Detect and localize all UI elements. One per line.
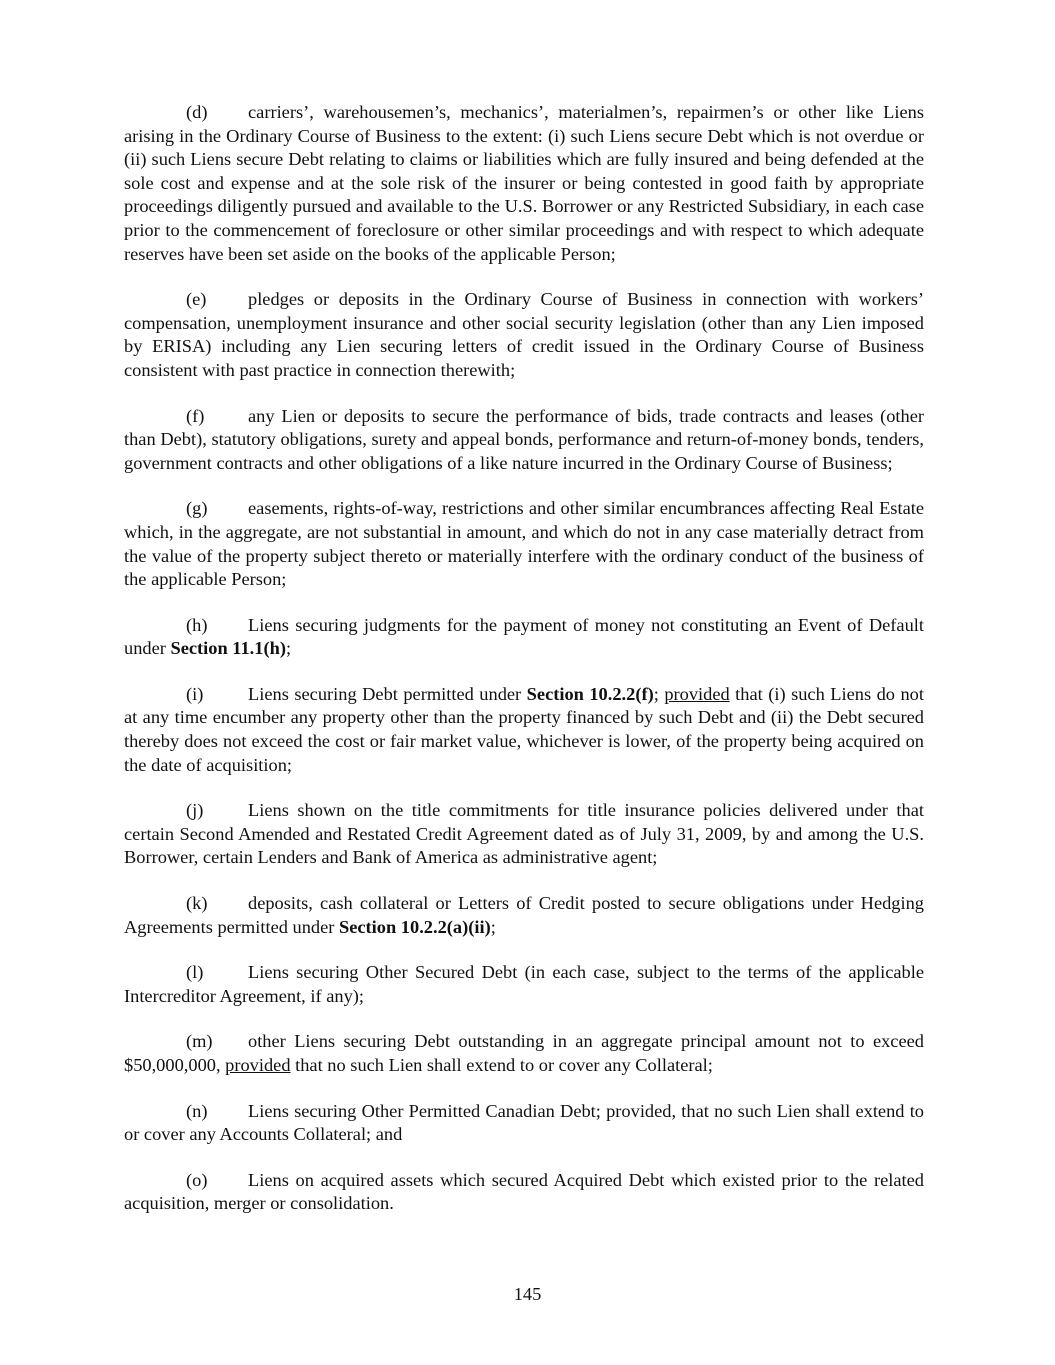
clause-label: (e)	[186, 289, 207, 310]
clause-text: ;	[490, 916, 496, 937]
clause-label: (n)	[186, 1100, 208, 1121]
clause-text: that (i) such Liens do not at any time encumber any property other than the property financed by such Debt and (ii) the Debt secured thereby does not exceed the cost or fair market value, whichever is lower, of the property being acquired on the date of acquisition;	[124, 683, 924, 775]
clause-text: deposits, cash collateral or Letters of Credit posted to secure obligations under Hedging Agreements permitted under	[124, 893, 924, 937]
clause-label: (o)	[186, 1169, 208, 1190]
section-reference: Section 10.2.2(a)(ii)	[339, 916, 491, 937]
clause-text: that no such Lien shall extend to or cover any Collateral;	[290, 1055, 713, 1075]
provided-term: provided	[225, 1055, 291, 1075]
clause-l	[124, 961, 924, 1008]
clause-label: (k)	[186, 893, 208, 914]
clause-text: Liens securing judgments for the payment of money not constituting an Event of Default under	[124, 614, 924, 659]
clause-label: (i)	[186, 683, 204, 704]
clause-text: pledges or deposits in the Ordinary Course of Business in connection with workers’ compensation, unemployment insurance and other social security legislation (other than any Lien imposed by ERISA) including any Lien securing letters of credit issued in the Ordinary Course of Business consistent with past practice in connection therewith;	[124, 289, 924, 380]
clause-f	[124, 405, 924, 476]
clause-i	[124, 683, 924, 777]
clause-label: (h)	[186, 614, 208, 635]
clause-n	[124, 1100, 924, 1147]
clause-text: Liens securing Other Permitted Canadian Debt; provided, that no such Lien shall extend to or cover any Accounts Collateral; and	[124, 1100, 924, 1145]
clause-h	[124, 614, 924, 661]
clause-text: carriers’, warehousemen’s, mechanics’, materialmen’s, repairmen’s or other like Liens arising in the Ordinary Course of Business to the extent: (i) such Liens secure Debt which is not overdue or (ii) such Liens secure Debt relating to claims or liabilities which are fully insured and being defended at the sole cost and expense and at the sole risk of the insurer or being contested in good faith by appropriate proceedings diligently pursued and available to the U.S. Borrower or any Restricted Subsidiary, in each case prior to the commencement of foreclosure or other similar proceedings and with respect to which adequate reserves have been set aside on the books of the applicable Person;	[124, 102, 924, 264]
clause-text: any Lien or deposits to secure the performance of bids, trade contracts and leases (other than Debt), statutory obligations, surety and appeal bonds, performance and return-of-money bonds, tenders, government contracts and other obligations of a like nature incurred in the Ordinary Course of Business;	[124, 405, 924, 473]
clause-text: Liens on acquired assets which secured Acquired Debt which existed prior to the related acquisition, merger or consolidation.	[124, 1169, 924, 1214]
clause-j	[124, 799, 924, 870]
clause-label: (d)	[186, 102, 208, 122]
clause-label: (l)	[186, 962, 204, 983]
clause-label: (j)	[186, 800, 204, 821]
document-page	[124, 101, 924, 1238]
clause-label: (g)	[186, 498, 208, 519]
clause-text: Liens shown on the title commitments for title insurance policies delivered under that certain Second Amended and Restated Credit Agreement dated as of July 31, 2009, by and among the U.S. Borrower, certain Lenders and Bank of America as administrative agent;	[124, 800, 924, 868]
clause-text: other Liens securing Debt outstanding in an aggregate principal amount not to exceed $50,000,000,	[124, 1031, 924, 1075]
clause-d	[124, 101, 924, 266]
clause-text: ;	[285, 638, 292, 659]
section-reference: Section 10.2.2(f)	[526, 683, 654, 704]
section-reference: Section 11.1(h)	[170, 638, 286, 659]
page-number: 145	[513, 1284, 542, 1304]
clause-m	[124, 1030, 924, 1077]
clause-text: easements, rights-of-way, restrictions and other similar encumbrances affecting Real Estate which, in the aggregate, are not substantial in amount, and which do not in any case materially detract from the value of the property subject thereto or materially interfere with the ordinary conduct of the business of the applicable Person;	[124, 498, 924, 590]
clause-text: Liens securing Other Secured Debt (in each case, subject to the terms of the applicable Intercreditor Agreement, if any);	[124, 962, 924, 1006]
clause-label: (f)	[186, 405, 205, 426]
provided-term: provided	[664, 683, 730, 704]
clause-text: Liens securing Debt permitted under	[248, 683, 527, 704]
clause-label: (m)	[186, 1031, 213, 1052]
clause-k	[124, 892, 924, 939]
clause-text: ;	[653, 683, 665, 704]
clause-e	[124, 288, 924, 382]
clause-o	[124, 1169, 924, 1216]
clause-g	[124, 497, 924, 591]
